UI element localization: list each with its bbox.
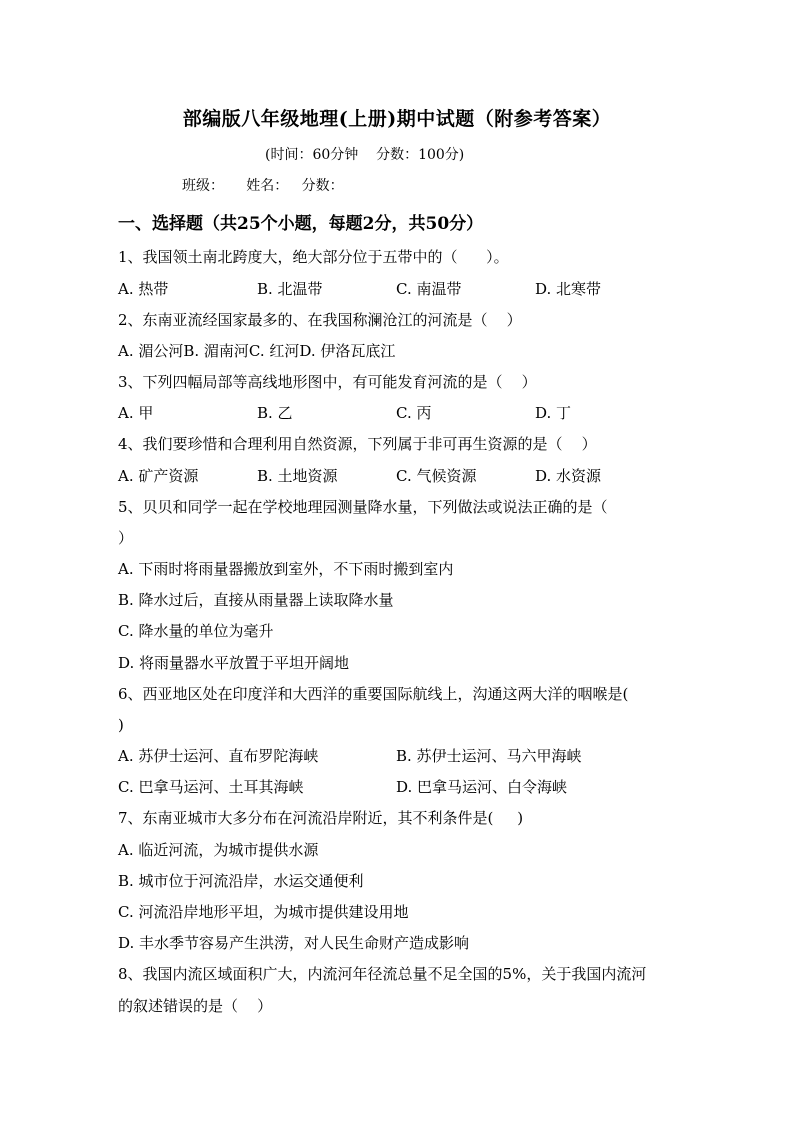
- question-3-option-d: D. 丁: [535, 404, 572, 422]
- question-5-stem: 5、贝贝和同学一起在学校地理园测量降水量，下列做法或说法正确的是（: [118, 498, 608, 516]
- section-heading-choice: 一、选择题（共25个小题，每题2分，共50分）: [118, 214, 484, 234]
- question-3-option-a: A. 甲: [118, 404, 154, 422]
- question-3-option-b: B. 乙: [257, 404, 293, 422]
- question-7-stem: 7、东南亚城市大多分布在河流沿岸附近，其不利条件是( ): [118, 809, 524, 827]
- question-4-option-b: B. 土地资源: [257, 467, 338, 485]
- student-info: 班级： 姓名： 分数：: [182, 178, 344, 194]
- question-6-stem-continued: ): [118, 716, 124, 734]
- question-1-option-d: D. 北寒带: [535, 280, 602, 298]
- question-7-option-c: C. 河流沿岸地形平坦，为城市提供建设用地: [118, 903, 409, 921]
- question-1-option-b: B. 北温带: [257, 280, 323, 298]
- question-3-stem: 3、下列四幅局部等高线地形图中，有可能发育河流的是（ ）: [118, 373, 537, 391]
- question-1-option-a: A. 热带: [118, 280, 169, 298]
- question-8-stem: 8、我国内流区域面积广大，内流河年径流总量不足全国的5%，关于我国内流河: [118, 965, 647, 983]
- question-1-stem: 1、我国领土南北跨度大，绝大部分位于五带中的（ ）。: [118, 248, 509, 266]
- question-1-option-c: C. 南温带: [396, 280, 462, 298]
- question-4-option-c: C. 气候资源: [396, 467, 477, 485]
- question-5-stem-continued: ）: [118, 529, 134, 547]
- question-3-option-c: C. 丙: [396, 404, 432, 422]
- question-5-option-c: C. 降水量的单位为毫升: [118, 622, 274, 640]
- exam-time-score: (时间：60分钟 分数：100分): [265, 147, 465, 163]
- question-5-option-b: B. 降水过后，直接从雨量器上读取降水量: [118, 591, 394, 609]
- question-7-option-b: B. 城市位于河流沿岸，水运交通便利: [118, 872, 364, 890]
- question-2-options: A. 湄公河B. 湄南河C. 红河D. 伊洛瓦底江: [118, 342, 396, 360]
- document-title: 部编版八年级地理(上册)期中试题（附参考答案）: [182, 108, 612, 130]
- question-6-option-c: C. 巴拿马运河、土耳其海峡: [118, 778, 304, 796]
- question-6-stem: 6、西亚地区处在印度洋和大西洋的重要国际航线上，沟通这两大洋的咽喉是(: [118, 685, 629, 703]
- question-7-option-d: D. 丰水季节容易产生洪涝，对人民生命财产造成影响: [118, 934, 470, 952]
- question-4-option-a: A. 矿产资源: [118, 467, 199, 485]
- question-7-option-a: A. 临近河流，为城市提供水源: [118, 841, 319, 859]
- question-2-stem: 2、东南亚流经国家最多的、在我国称澜沧江的河流是（ ）: [118, 311, 522, 329]
- question-4-option-d: D. 水资源: [535, 467, 602, 485]
- question-6-option-a: A. 苏伊士运河、直布罗陀海峡: [118, 747, 319, 765]
- question-6-option-d: D. 巴拿马运河、白令海峡: [396, 778, 568, 796]
- question-4-stem: 4、我们要珍惜和合理利用自然资源，下列属于非可再生资源的是（ ）: [118, 435, 597, 453]
- question-6-option-b: B. 苏伊士运河、马六甲海峡: [396, 747, 582, 765]
- question-5-option-a: A. 下雨时将雨量器搬放到室外，不下雨时搬到室内: [118, 560, 454, 578]
- question-5-option-d: D. 将雨量器水平放置于平坦开阔地: [118, 654, 350, 672]
- question-8-stem-continued: 的叙述错误的是（ ）: [118, 997, 273, 1015]
